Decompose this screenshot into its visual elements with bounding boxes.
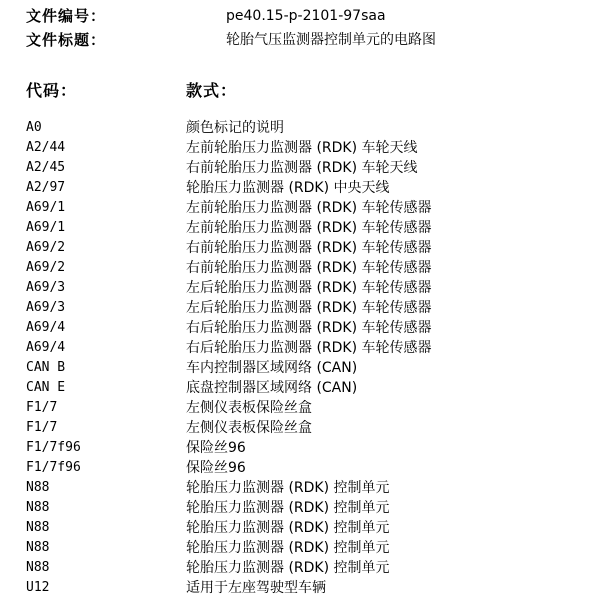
row-description: 左前轮胎压力监测器 (RDK) 车轮传感器 — [186, 220, 432, 236]
row-code: F1/7f96 — [26, 440, 81, 455]
row-description: 保险丝96 — [186, 440, 246, 456]
row-description: 右前轮胎压力监测器 (RDK) 车轮天线 — [186, 160, 418, 176]
table-row — [26, 198, 586, 218]
row-code: A2/97 — [26, 180, 66, 195]
table-row — [26, 298, 586, 318]
table-row — [26, 398, 586, 418]
row-description: 右前轮胎压力监测器 (RDK) 车轮传感器 — [186, 240, 432, 256]
row-description: 轮胎压力监测器 (RDK) 中央天线 — [186, 180, 390, 196]
column-header-description: 款式： — [186, 81, 238, 100]
row-code: A0 — [26, 120, 42, 135]
row-code: CAN E — [26, 380, 66, 395]
table-row — [26, 258, 586, 278]
row-description: 车内控制器区域网络 (CAN) — [186, 360, 358, 376]
row-description: 右后轮胎压力监测器 (RDK) 车轮传感器 — [186, 340, 432, 356]
row-code: F1/7f96 — [26, 460, 81, 475]
row-description: 底盘控制器区域网络 (CAN) — [186, 380, 358, 396]
row-code: A69/3 — [26, 300, 66, 315]
row-description: 轮胎压力监测器 (RDK) 控制单元 — [186, 520, 390, 536]
document-number-label: 文件编号： — [26, 7, 107, 25]
row-code: A69/2 — [26, 260, 66, 275]
table-row — [26, 438, 586, 458]
row-code: N88 — [26, 560, 50, 575]
row-description: 适用于左座驾驶型车辆 — [186, 580, 326, 596]
table-row — [26, 218, 586, 238]
row-description: 左侧仪表板保险丝盒 — [186, 400, 312, 416]
table-row — [26, 498, 586, 518]
row-description: 左侧仪表板保险丝盒 — [186, 420, 312, 436]
row-description: 保险丝96 — [186, 460, 246, 476]
document-title-row — [26, 30, 586, 50]
row-code: F1/7 — [26, 420, 58, 435]
row-description: 左后轮胎压力监测器 (RDK) 车轮传感器 — [186, 300, 432, 316]
table-row — [26, 318, 586, 338]
document-title-label: 文件标题： — [26, 31, 107, 49]
row-code: U12 — [26, 580, 50, 595]
row-code: A69/4 — [26, 340, 66, 355]
document-number-row — [26, 6, 586, 26]
table-row — [26, 238, 586, 258]
table-row — [26, 158, 586, 178]
table-row — [26, 418, 586, 438]
component-list — [26, 118, 586, 598]
table-row — [26, 278, 586, 298]
table-row — [26, 558, 586, 578]
table-row — [26, 338, 586, 358]
row-description: 轮胎压力监测器 (RDK) 控制单元 — [186, 500, 390, 516]
row-code: A69/4 — [26, 320, 66, 335]
table-row — [26, 478, 586, 498]
row-code: N88 — [26, 520, 50, 535]
row-code: N88 — [26, 480, 50, 495]
row-code: A69/3 — [26, 280, 66, 295]
row-description: 轮胎压力监测器 (RDK) 控制单元 — [186, 480, 390, 496]
row-code: A69/1 — [26, 200, 66, 215]
row-code: A2/44 — [26, 140, 66, 155]
row-code: F1/7 — [26, 400, 58, 415]
row-code: N88 — [26, 540, 50, 555]
table-row — [26, 118, 586, 138]
table-row — [26, 378, 586, 398]
table-row — [26, 578, 586, 598]
table-row — [26, 138, 586, 158]
table-row — [26, 458, 586, 478]
row-code: N88 — [26, 500, 50, 515]
document-title-value: 轮胎气压监测器控制单元的电路图 — [226, 32, 436, 48]
row-description: 颜色标记的说明 — [186, 120, 284, 136]
column-header-code: 代码： — [26, 81, 78, 100]
row-description: 右前轮胎压力监测器 (RDK) 车轮传感器 — [186, 260, 432, 276]
table-row — [26, 538, 586, 558]
row-code: A69/1 — [26, 220, 66, 235]
row-description: 左前轮胎压力监测器 (RDK) 车轮传感器 — [186, 200, 432, 216]
table-row — [26, 178, 586, 198]
row-description: 左前轮胎压力监测器 (RDK) 车轮天线 — [186, 140, 418, 156]
table-row — [26, 358, 586, 378]
row-description: 右后轮胎压力监测器 (RDK) 车轮传感器 — [186, 320, 432, 336]
document-number-value: pe40.15-p-2101-97saa — [226, 8, 386, 24]
row-code: CAN B — [26, 360, 66, 375]
row-code: A2/45 — [26, 160, 66, 175]
row-code: A69/2 — [26, 240, 66, 255]
row-description: 轮胎压力监测器 (RDK) 控制单元 — [186, 540, 390, 556]
row-description: 左后轮胎压力监测器 (RDK) 车轮传感器 — [186, 280, 432, 296]
table-row — [26, 518, 586, 538]
table-header — [26, 80, 586, 102]
row-description: 轮胎压力监测器 (RDK) 控制单元 — [186, 560, 390, 576]
